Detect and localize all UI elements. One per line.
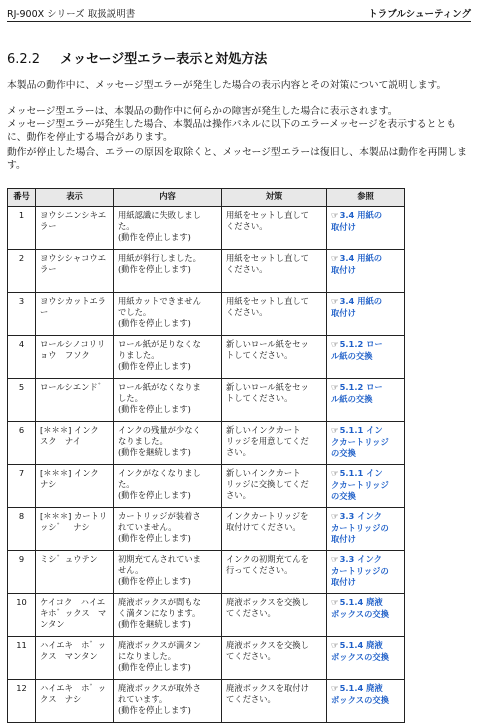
table-row — [8, 594, 405, 637]
content-line: れていません。 — [118, 522, 177, 532]
content-line: れています。 — [118, 694, 168, 704]
reference-text[interactable]: ル紙の交換 — [331, 351, 373, 361]
reference-label[interactable]: 3.4 用紙の — [339, 210, 383, 220]
action-line: インクカートリッジを — [226, 511, 309, 521]
error-action — [222, 422, 327, 465]
error-action — [222, 293, 327, 336]
error-display: ロールシエンド゛ — [36, 379, 114, 422]
action-line: 廃液ボックスを交換し — [226, 640, 309, 650]
error-action — [222, 250, 327, 293]
reference-text[interactable]: 取付け — [331, 577, 356, 587]
action-line: リッジを用意してくだ — [226, 436, 309, 446]
reference-text[interactable] — [331, 425, 400, 437]
reference-text[interactable]: クカートリッジ — [331, 437, 389, 447]
reference-text[interactable] — [331, 554, 400, 566]
reference-text[interactable] — [331, 511, 400, 523]
error-display: ヨウシシャコウエラー — [36, 250, 114, 293]
content-line: 用紙認識に失敗しまし — [118, 210, 201, 220]
error-number: 4 — [8, 336, 36, 379]
reference-text[interactable] — [331, 253, 400, 265]
pointing-hand-icon: ☞ — [331, 297, 339, 307]
pointing-hand-icon: ☞ — [331, 254, 339, 264]
error-action — [222, 336, 327, 379]
error-content — [114, 508, 222, 551]
content-line: た。 — [118, 479, 135, 489]
reference-link[interactable] — [327, 637, 405, 680]
error-content — [114, 594, 222, 637]
header-content: 内容 — [114, 189, 222, 207]
reference-text[interactable]: 取付け — [331, 265, 356, 275]
reference-link[interactable] — [327, 422, 405, 465]
table-row — [8, 465, 405, 508]
content-line: (動作を停止します) — [118, 576, 191, 586]
error-display: [＊＊＊] カートリッシ゛ ナシ — [36, 508, 114, 551]
reference-link[interactable] — [327, 379, 405, 422]
reference-text[interactable]: 取付け — [331, 308, 356, 318]
error-content — [114, 336, 222, 379]
error-display: ケイコク ハイエキホ゛ックス マンタン — [36, 594, 114, 637]
reference-label[interactable]: 3.4 用紙の — [339, 296, 383, 306]
header-number: 番号 — [8, 189, 36, 207]
chapter-title: トラブルシューティング — [368, 9, 471, 20]
header-reference: 参照 — [327, 189, 405, 207]
table-row — [8, 551, 405, 594]
error-content — [114, 293, 222, 336]
reference-text[interactable] — [331, 382, 400, 394]
reference-link[interactable] — [327, 336, 405, 379]
table-header-row — [8, 189, 405, 207]
table-row — [8, 293, 405, 336]
reference-label[interactable]: 5.1.4 廃液 — [339, 683, 383, 693]
content-line: (動作を停止します) — [118, 490, 191, 500]
content-line: (動作を停止します) — [118, 264, 191, 274]
error-action — [222, 637, 327, 680]
table-row — [8, 680, 405, 723]
content-line: せん。 — [118, 565, 144, 575]
error-content — [114, 207, 222, 250]
action-line: 用紙をセットし直して — [226, 253, 309, 263]
error-display: [＊＊＊] インク ナシ — [36, 465, 114, 508]
reference-text[interactable]: ボックスの交換 — [331, 652, 389, 662]
reference-link[interactable] — [327, 680, 405, 723]
reference-text[interactable] — [331, 597, 400, 609]
table-row — [8, 508, 405, 551]
pointing-hand-icon: ☞ — [331, 469, 339, 479]
content-line: 廃液ボックスが満タン — [118, 640, 201, 650]
content-line: (動作を停止します) — [118, 318, 191, 328]
content-line: インクの残量が少なく — [118, 425, 201, 435]
content-line: ロール紙が足りなくな — [118, 339, 201, 349]
error-number: 1 — [8, 207, 36, 250]
error-table — [7, 188, 405, 723]
header-action: 対策 — [222, 189, 327, 207]
action-line: てください。 — [226, 651, 276, 661]
reference-text[interactable] — [331, 210, 400, 222]
reference-text[interactable] — [331, 296, 400, 308]
error-action — [222, 465, 327, 508]
header-display: 表示 — [36, 189, 114, 207]
action-line: ください。 — [226, 307, 268, 317]
error-action — [222, 207, 327, 250]
reference-label[interactable]: 3.3 インク — [339, 511, 382, 521]
reference-label[interactable]: 3.4 用紙の — [339, 253, 383, 263]
action-line: 新しいロール紙をセッ — [226, 339, 309, 349]
error-number: 12 — [8, 680, 36, 723]
pointing-hand-icon: ☞ — [331, 598, 339, 608]
pointing-hand-icon: ☞ — [331, 555, 339, 565]
table-row — [8, 637, 405, 680]
reference-label[interactable]: 5.1.1 イン — [339, 425, 383, 435]
reference-link[interactable] — [327, 207, 405, 250]
reference-text[interactable]: ル紙の交換 — [331, 394, 373, 404]
action-line: トしてください。 — [226, 393, 293, 403]
error-action — [222, 680, 327, 723]
paragraph-3: メッセージ型エラーが発生した場合、本製品は操作パネルに以下のエラーメッセージを表示するとともに、動作を停止する場合があります。 — [7, 119, 456, 143]
paragraph-2: メッセージ型エラーは、本製品の動作中に何らかの障害が発生した場合に表示されます。 — [7, 106, 398, 117]
content-line: インクがなくなりまし — [118, 468, 201, 478]
reference-label[interactable]: 5.1.2 ロー — [339, 382, 383, 392]
content-line: (動作を停止します) — [118, 533, 191, 543]
reference-text[interactable]: の交換 — [331, 448, 356, 458]
reference-text[interactable]: ボックスの交換 — [331, 609, 389, 619]
error-content — [114, 422, 222, 465]
reference-link[interactable] — [327, 551, 405, 594]
section-title: メッセージ型エラー表示と対処方法 — [60, 52, 268, 67]
error-number: 10 — [8, 594, 36, 637]
action-line: トしてください。 — [226, 350, 293, 360]
content-line: 廃液ボックスが取外さ — [118, 683, 201, 693]
reference-link[interactable] — [327, 293, 405, 336]
error-number: 11 — [8, 637, 36, 680]
reference-text[interactable]: カートリッジの — [331, 566, 389, 576]
error-content — [114, 250, 222, 293]
error-display: ハイエキ ホ゛ックス マンタン — [36, 637, 114, 680]
section-number: 6.2.2 — [7, 52, 41, 67]
error-number: 8 — [8, 508, 36, 551]
table-row — [8, 207, 405, 250]
content-line: (動作を停止します) — [118, 361, 191, 371]
reference-text[interactable] — [331, 640, 400, 652]
content-line: カートリッジが装着さ — [118, 511, 201, 521]
reference-text[interactable] — [331, 339, 400, 351]
content-line: (動作を停止します) — [118, 232, 191, 242]
reference-label[interactable]: 5.1.4 廃液 — [339, 597, 383, 607]
pointing-hand-icon: ☞ — [331, 684, 339, 694]
content-line: でした。 — [118, 307, 152, 317]
reference-label[interactable]: 3.3 インク — [339, 554, 382, 564]
pointing-hand-icon: ☞ — [331, 383, 339, 393]
error-number: 7 — [8, 465, 36, 508]
pointing-hand-icon: ☞ — [331, 211, 339, 221]
content-line: ロール紙がなくなりま — [118, 382, 201, 392]
reference-link[interactable] — [327, 594, 405, 637]
content-line: りました。 — [118, 350, 160, 360]
action-line: 行ってください。 — [226, 565, 293, 575]
action-line: てください。 — [226, 694, 276, 704]
action-line: ください。 — [226, 264, 268, 274]
reference-text[interactable]: の交換 — [331, 491, 356, 501]
reference-link[interactable] — [327, 465, 405, 508]
action-line: ください。 — [226, 221, 268, 231]
action-line: リッジに交換してくだ — [226, 479, 309, 489]
reference-label[interactable]: 5.1.1 イン — [339, 468, 383, 478]
manual-title: RJ-900X シリーズ 取扱説明書 — [7, 9, 136, 20]
error-content — [114, 379, 222, 422]
action-line: インクの初期充てんを — [226, 554, 309, 564]
section-heading — [7, 48, 267, 67]
error-number: 9 — [8, 551, 36, 594]
error-display: [＊＊＊] インク スク ナイ — [36, 422, 114, 465]
error-action — [222, 594, 327, 637]
table-row — [8, 336, 405, 379]
action-line: 新しいインクカート — [226, 425, 301, 435]
error-number: 2 — [8, 250, 36, 293]
content-line: (動作を停止します) — [118, 404, 191, 414]
action-line: 新しいインクカート — [226, 468, 301, 478]
action-line: 取付けてください。 — [226, 522, 301, 532]
error-display: ロールシノコリリョウ フソク — [36, 336, 114, 379]
reference-text[interactable] — [331, 683, 400, 695]
content-line: 用紙カットできません — [118, 296, 201, 306]
error-action — [222, 379, 327, 422]
error-content — [114, 551, 222, 594]
content-line: なりました。 — [118, 436, 168, 446]
reference-label[interactable]: 5.1.4 廃液 — [339, 640, 383, 650]
reference-text[interactable] — [331, 468, 400, 480]
content-line: 初期充てんされていま — [118, 554, 201, 564]
reference-text[interactable]: 取付け — [331, 222, 356, 232]
error-action — [222, 551, 327, 594]
table-row — [8, 250, 405, 293]
action-line: さい。 — [226, 490, 251, 500]
table-row — [8, 422, 405, 465]
pointing-hand-icon: ☞ — [331, 340, 339, 350]
table-row — [8, 379, 405, 422]
error-action — [222, 508, 327, 551]
content-line: く満タンになります。 — [118, 608, 201, 618]
reference-text[interactable]: クカートリッジ — [331, 480, 389, 490]
error-number: 6 — [8, 422, 36, 465]
action-line: てください。 — [226, 608, 276, 618]
error-display: ヨウシカットエラー — [36, 293, 114, 336]
pointing-hand-icon: ☞ — [331, 641, 339, 651]
error-content — [114, 637, 222, 680]
error-display: ミシ゛ュウテン — [36, 551, 114, 594]
error-number: 3 — [8, 293, 36, 336]
action-line: 廃液ボックスを交換し — [226, 597, 309, 607]
action-line: 新しいロール紙をセッ — [226, 382, 309, 392]
content-line: た。 — [118, 221, 135, 231]
content-line: になりました。 — [118, 651, 177, 661]
paragraph-4: 動作が停止した場合、エラーの原因を取除くと、メッセージ型エラーは復旧し、本製品は動作を再開します。 — [7, 147, 467, 171]
reference-text[interactable]: ボックスの交換 — [331, 695, 389, 705]
error-display: ハイエキ ホ゛ックス ナシ — [36, 680, 114, 723]
error-display: ヨウシニンシキエラー — [36, 207, 114, 250]
error-content — [114, 465, 222, 508]
pointing-hand-icon: ☞ — [331, 512, 339, 522]
reference-label[interactable]: 5.1.2 ロー — [339, 339, 383, 349]
action-line: 用紙をセットし直して — [226, 296, 309, 306]
error-number: 5 — [8, 379, 36, 422]
reference-text[interactable]: 取付け — [331, 534, 356, 544]
content-line: した。 — [118, 393, 143, 403]
action-line: 廃液ボックスを取付け — [226, 683, 309, 693]
content-line: 用紙が斜行しました。 — [118, 253, 201, 263]
content-line: (動作を停止します) — [118, 662, 191, 672]
pointing-hand-icon: ☞ — [331, 426, 339, 436]
intro-paragraph: 本製品の動作中に、メッセージ型エラーが発生した場合の表示内容とその対策について説明します。 — [7, 80, 447, 91]
action-line: さい。 — [226, 447, 251, 457]
content-line: (動作を継続します) — [118, 619, 191, 629]
reference-text[interactable]: カートリッジの — [331, 523, 389, 533]
content-line: (動作を停止します) — [118, 705, 191, 715]
content-line: 廃液ボックスが間もな — [118, 597, 201, 607]
content-line: (動作を継続します) — [118, 447, 191, 457]
action-line: 用紙をセットし直して — [226, 210, 309, 220]
reference-link[interactable] — [327, 250, 405, 293]
reference-link[interactable] — [327, 508, 405, 551]
page-header — [7, 5, 471, 22]
error-content — [114, 680, 222, 723]
